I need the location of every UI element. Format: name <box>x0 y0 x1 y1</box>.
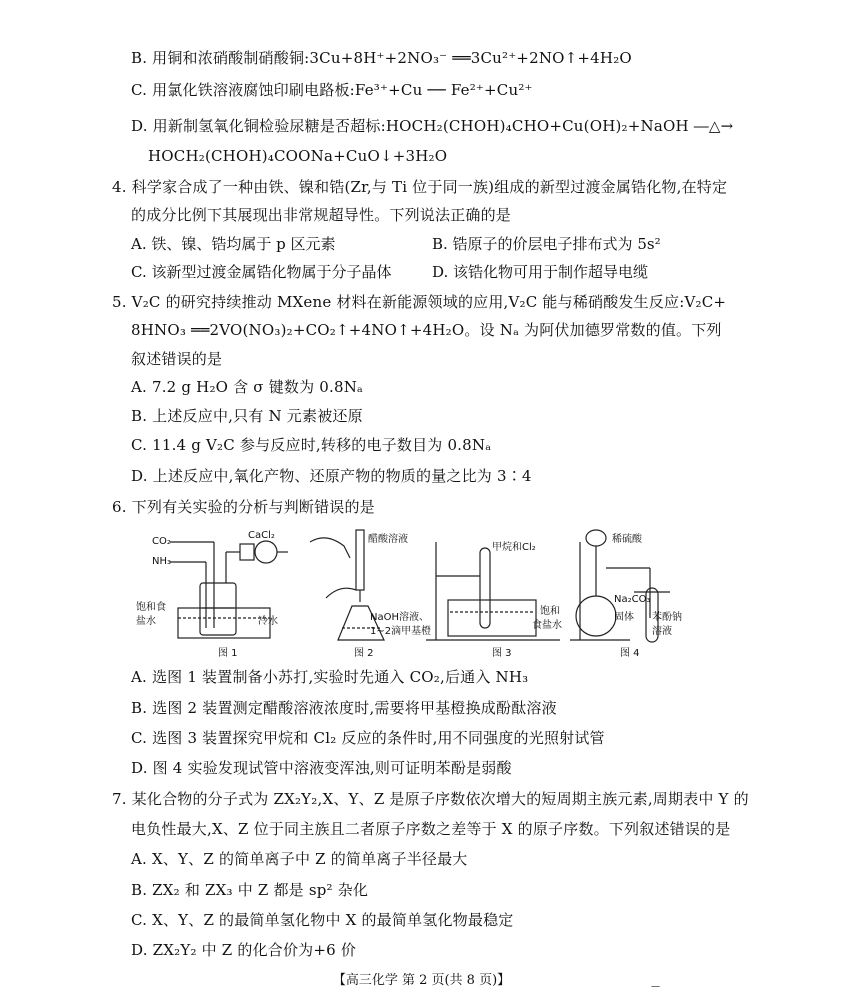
q6-option-d: D. 图 4 实验发现试管中溶液变浑浊,则可证明苯酚是弱酸 <box>131 759 512 777</box>
q7-stem-line2: 电负性最大,X、Z 位于同主族且二者原子序数之差等于 X 的原子序数。下列叙述错误的是 <box>131 820 731 838</box>
fig1-brine-label-2: 盐水 <box>136 616 156 627</box>
fig1-co2-label: CO₂ <box>152 536 171 547</box>
fig2-caption: 图 2 <box>354 648 374 659</box>
fig4-caption: 图 4 <box>620 648 640 659</box>
fig3-salt-label-1: 饱和 <box>540 606 560 617</box>
page-footer: 【高三化学 第 2 页(共 8 页)】 <box>332 973 511 988</box>
q3-option-d-line1: D. 用新制氢氧化铜检验尿糖是否超标:HOCH₂(CHOH)₄CHO+Cu(OH)₂+NaOH ―△→ <box>131 117 734 135</box>
q7-option-b: B. ZX₂ 和 ZX₃ 中 Z 都是 sp² 杂化 <box>131 881 369 899</box>
fig4-h2so4-label: 稀硫酸 <box>612 534 642 545</box>
fig3-salt-label-2: 食盐水 <box>532 620 562 631</box>
q4-option-d: D. 该锆化物可用于制作超导电缆 <box>432 263 649 281</box>
fig1-cacl2-label: CaCl₂ <box>248 530 275 541</box>
fig1-nh3-label: NH₃ <box>152 556 172 567</box>
fig4-phenol-label-1: 苯酚钠 <box>652 612 682 623</box>
q3-option-d-line2: HOCH₂(CHOH)₄COONa+CuO↓+3H₂O <box>148 147 448 165</box>
q6-option-c: C. 选图 3 装置探究甲烷和 Cl₂ 反应的条件时,用不同强度的光照射试管 <box>131 729 605 747</box>
q7-option-d: D. ZX₂Y₂ 中 Z 的化合价为+6 价 <box>131 941 357 959</box>
fig1-cold-water-label: 冷水 <box>258 616 278 627</box>
q6-stem: 6. 下列有关实验的分析与判断错误的是 <box>112 498 375 516</box>
q4-option-a: A. 铁、镍、锆均属于 p 区元素 <box>131 235 336 253</box>
fig4-phenol-label-2: 溶液 <box>652 626 672 637</box>
q5-stem-line1: 5. V₂C 的研究持续推动 MXene 材料在新能源领域的应用,V₂C 能与稀硝酸发生反应:V₂C+ <box>112 293 727 311</box>
fig2-naoh-label-1: NaOH溶液、 <box>370 612 429 623</box>
footer-mark: — <box>651 982 660 992</box>
fig3-caption: 图 3 <box>492 648 512 659</box>
q5-stem-line2: 8HNO₃ ══2VO(NO₃)₂+CO₂↑+4NO↑+4H₂O。设 Nₐ 为阿伏加德罗常数的值。下列 <box>131 321 722 339</box>
fig1-caption: 图 1 <box>218 648 238 659</box>
q6-option-a: A. 选图 1 装置制备小苏打,实验时先通入 CO₂,后通入 NH₃ <box>131 668 529 686</box>
q4-option-c: C. 该新型过渡金属锆化物属于分子晶体 <box>131 263 392 281</box>
q7-option-a: A. X、Y、Z 的简单离子中 Z 的简单离子半径最大 <box>131 850 468 868</box>
q6-option-b: B. 选图 2 装置测定醋酸溶液浓度时,需要将甲基橙换成酚酞溶液 <box>131 699 557 717</box>
q5-option-d: D. 上述反应中,氧化产物、还原产物的物质的量之比为 3∶4 <box>131 467 532 485</box>
fig1-brine-label-1: 饱和食 <box>136 602 166 613</box>
q7-option-c: C. X、Y、Z 的最简单氢化物中 X 的最简单氢化物最稳定 <box>131 911 514 929</box>
q3-option-b: B. 用铜和浓硝酸制硝酸铜:3Cu+8H⁺+2NO₃⁻ ══3Cu²⁺+2NO↑+4H₂O <box>131 49 632 67</box>
q5-option-b: B. 上述反应中,只有 N 元素被还原 <box>131 407 363 425</box>
fig4-na2co3-label-1: Na₂CO₃ <box>614 594 651 605</box>
fig2-acid-label: 醋酸溶液 <box>368 534 408 545</box>
fig4-na2co3-label-2: 固体 <box>614 612 634 623</box>
apparatus-drawings <box>130 528 690 658</box>
q5-option-a: A. 7.2 g H₂O 含 σ 键数为 0.8Nₐ <box>131 378 364 396</box>
q4-stem-line1: 4. 科学家合成了一种由铁、镍和锆(Zr,与 Ti 位于同一族)组成的新型过渡金属锆化物,在特定 <box>112 178 728 196</box>
q4-option-b: B. 锆原子的价层电子排布式为 5s² <box>432 235 661 253</box>
q6-figures <box>130 528 690 658</box>
fig3-gas-label: 甲烷和Cl₂ <box>492 542 536 553</box>
q7-stem-line1: 7. 某化合物的分子式为 ZX₂Y₂,X、Y、Z 是原子序数依次增大的短周期主族元素,周期表中 Y 的 <box>112 790 749 808</box>
fig2-naoh-label-2: 1~2滴甲基橙 <box>370 626 432 637</box>
q5-option-c: C. 11.4 g V₂C 参与反应时,转移的电子数目为 0.8Nₐ <box>131 436 492 454</box>
q4-stem-line2: 的成分比例下其展现出非常规超导性。下列说法正确的是 <box>131 206 512 224</box>
q3-option-c: C. 用氯化铁溶液腐蚀印刷电路板:Fe³⁺+Cu ── Fe²⁺+Cu²⁺ <box>131 81 533 99</box>
q5-stem-line3: 叙述错误的是 <box>131 350 223 368</box>
